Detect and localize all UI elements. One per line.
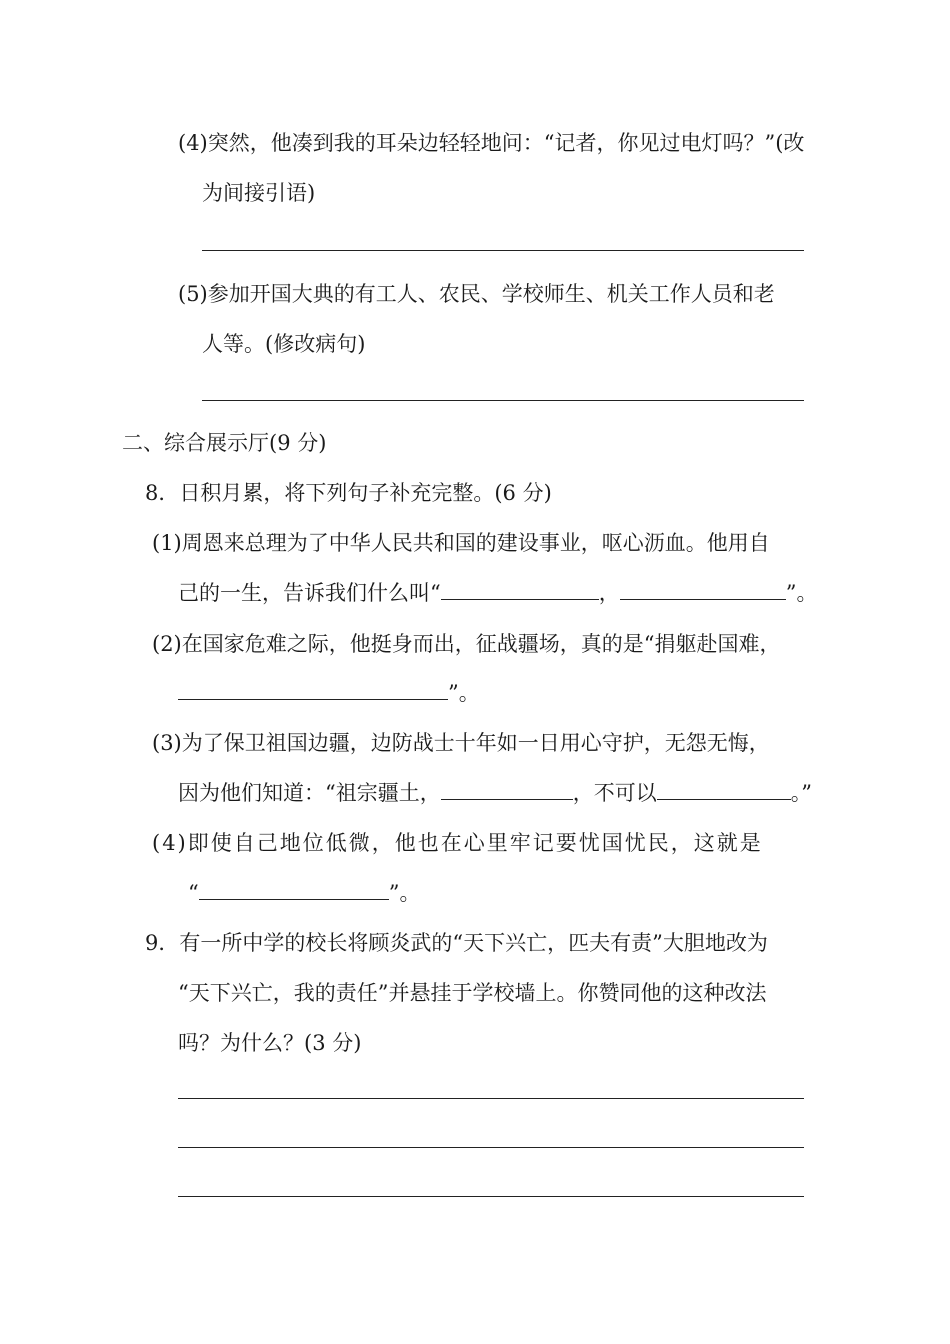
q8-item3-end: 。”	[790, 781, 812, 805]
fill-blank-q8-3b[interactable]	[657, 798, 791, 800]
answer-line-q9-2[interactable]	[178, 1147, 804, 1148]
q8-item1-line1: (1)周恩来总理为了中华人民共和国的建设事业，呕心沥血。他用自	[152, 531, 770, 555]
q8-item2-line2	[178, 677, 480, 707]
q8-item1-text: 己的一生，告诉我们什么叫“	[178, 581, 441, 605]
q8-item3-line2	[178, 777, 812, 807]
answer-line-q7-5[interactable]	[202, 400, 804, 401]
q8-item1-sep: ，	[598, 581, 620, 605]
q8-item4-end: ”。	[388, 881, 421, 905]
q8-title: 8．日积月累，将下列句子补充完整。(6 分)	[145, 481, 552, 505]
q8-item3-text-b: ，不可以	[572, 781, 657, 805]
fill-blank-q8-1b[interactable]	[620, 598, 786, 600]
q7-item5-line2: 人等。(修改病句)	[202, 332, 366, 356]
q7-item4-line1: (4)突然，他凑到我的耳朵边轻轻地问：“记者，你见过电灯吗？”(改	[178, 131, 805, 155]
q7-item4-line2: 为间接引语)	[202, 181, 316, 205]
q9-line2: “天下兴亡，我的责任”并悬挂于学校墙上。你赞同他的这种改法	[178, 981, 767, 1005]
section-heading: 二、综合展示厅(9 分)	[122, 431, 327, 455]
q8-item3-line1: (3)为了保卫祖国边疆，边防战士十年如一日用心守护，无怨无悔，	[152, 731, 770, 755]
q9-line3: 吗？为什么？(3 分)	[178, 1031, 362, 1055]
fill-blank-q8-4[interactable]	[199, 898, 389, 900]
fill-blank-q8-1a[interactable]	[441, 598, 599, 600]
q8-item2-line1: (2)在国家危难之际，他挺身而出，征战疆场，真的是“捐躯赴国难，	[152, 632, 781, 656]
q8-item4-line2	[188, 877, 421, 907]
answer-line-q7-4[interactable]	[202, 250, 804, 251]
fill-blank-q8-2[interactable]	[178, 698, 448, 700]
fill-blank-q8-3a[interactable]	[441, 798, 573, 800]
q8-item2-end: ”。	[448, 681, 480, 705]
q8-item4-open: “	[188, 881, 199, 905]
answer-line-q9-3[interactable]	[178, 1196, 804, 1197]
answer-line-q9-1[interactable]	[178, 1098, 804, 1099]
q9-line1: 9．有一所中学的校长将顾炎武的“天下兴亡，匹夫有责”大胆地改为	[145, 931, 768, 955]
q8-item3-text-a: 因为他们知道：“祖宗疆土，	[178, 781, 441, 805]
q7-item5-line1: (5)参加开国大典的有工人、农民、学校师生、机关工作人员和老	[178, 282, 775, 306]
q8-item1-end: ”。	[785, 581, 818, 605]
q8-item1-line2	[178, 577, 818, 607]
q8-item4-line1: (4)即使自己地位低微，他也在心里牢记要忧国忧民，这就是	[152, 831, 763, 855]
